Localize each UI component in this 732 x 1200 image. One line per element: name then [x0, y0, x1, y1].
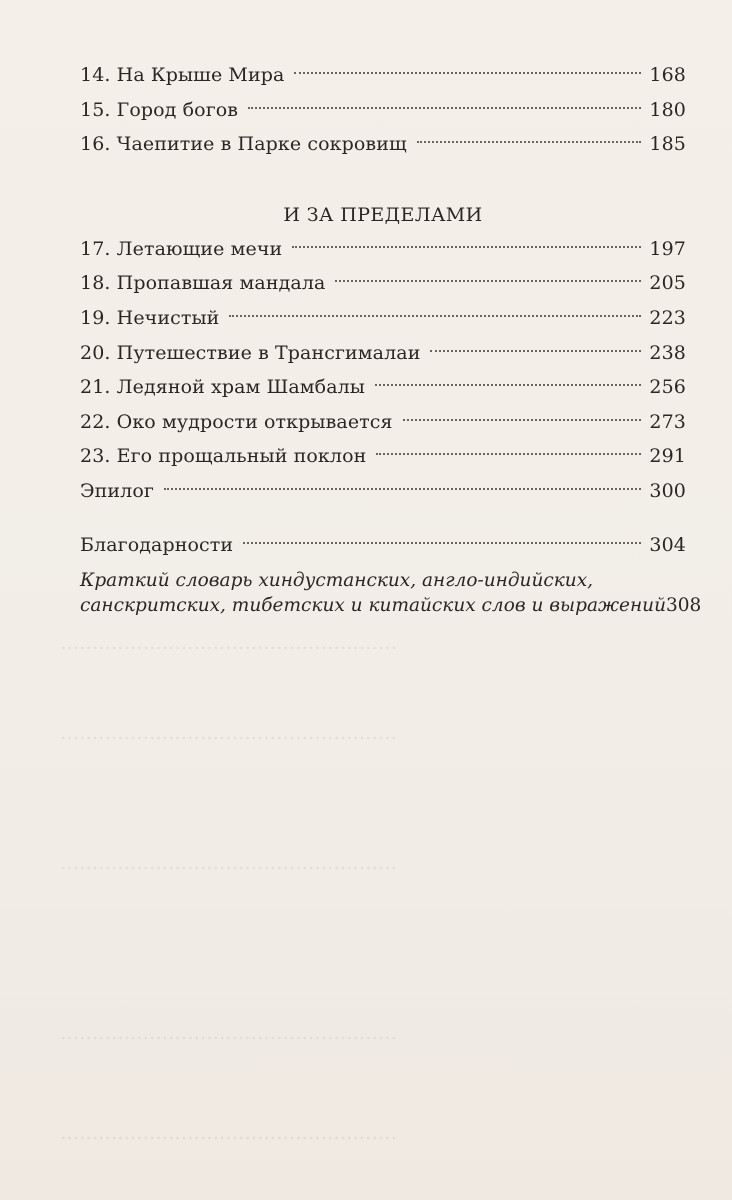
toc-entry-title: 21. Ледяной храм Шамбалы: [80, 376, 366, 399]
toc-entry-page: 273: [649, 410, 686, 433]
toc-entry: [80, 266, 686, 301]
toc-part-1: [80, 58, 686, 162]
dot-leader: [294, 72, 641, 74]
glossary-title-line-1: Краткий словарь хиндустанских, англо-индийских,: [80, 570, 594, 592]
toc-entry-page: 238: [649, 341, 686, 364]
spacer: [80, 509, 686, 528]
toc-entry: [80, 58, 686, 93]
toc-entry: [80, 370, 686, 405]
dot-leader: [403, 419, 642, 421]
section-heading: И ЗА ПРЕДЕЛАМИ: [283, 203, 483, 226]
toc-entry-page: 300: [649, 479, 686, 502]
bleed-through-decoration: .....................................................: [60, 850, 397, 874]
toc-entry: [80, 127, 686, 162]
toc-entry-title: 16. Чаепитие в Парке сокровищ: [80, 133, 407, 156]
dot-leader: [248, 107, 641, 109]
table-of-contents: [80, 58, 702, 618]
toc-entry: [80, 93, 686, 128]
bleed-through-decoration: .....................................................: [60, 630, 397, 654]
toc-entry-page: 185: [649, 133, 686, 156]
toc-entry-title: 19. Нечистый: [80, 306, 220, 329]
toc-entry: [80, 336, 686, 371]
toc-entry-page: 197: [649, 237, 686, 260]
toc-entry: [80, 405, 686, 440]
dot-leader: [376, 453, 641, 455]
toc-entry-page: 304: [649, 533, 686, 556]
toc-entry-title: 18. Пропавшая мандала: [80, 272, 326, 295]
toc-entry: [80, 232, 686, 267]
toc-entry-title: 23. Его прощальный поклон: [80, 445, 367, 468]
toc-entry-page: 256: [649, 376, 686, 399]
toc-entry-page: 205: [649, 272, 686, 295]
glossary-title-line-2-row: [80, 593, 702, 618]
toc-entry: [80, 301, 686, 336]
dot-leader: [164, 488, 641, 490]
dot-leader: [243, 542, 641, 544]
dot-leader: [417, 141, 642, 143]
toc-entry-title: 15. Город богов: [80, 98, 239, 121]
bleed-through-decoration: .....................................................: [60, 1120, 397, 1144]
toc-entry-page: 291: [649, 445, 686, 468]
toc-entry-title: 17. Летающие мечи: [80, 237, 283, 260]
toc-entry: [80, 439, 686, 474]
toc-entry-title: Благодарности: [80, 533, 234, 556]
dot-leader: [430, 350, 641, 352]
dot-leader: [375, 384, 641, 386]
dot-leader: [292, 246, 641, 248]
dot-leader: [229, 315, 641, 317]
toc-entry-glossary: [80, 568, 702, 618]
toc-entry-title: 20. Путешествие в Трансгималаи: [80, 341, 421, 364]
toc-entry: [80, 474, 686, 509]
toc-entry-title: 14. На Крыше Мира: [80, 64, 285, 86]
toc-entry-acknowledgements: [80, 528, 686, 563]
toc-entry-page: 308: [665, 595, 702, 617]
toc-entry-title: Эпилог: [80, 479, 154, 502]
bleed-through-decoration: .....................................................: [60, 720, 397, 744]
glossary-title-line-2: санскритских, тибетских и китайских слов и выражений: [80, 595, 666, 617]
dot-leader: [335, 280, 641, 282]
toc-entry-page: 180: [649, 98, 686, 121]
toc-part-2: [80, 232, 686, 509]
toc-entry-page: 223: [649, 306, 686, 329]
toc-entry-page: 168: [649, 64, 686, 86]
bleed-through-decoration: .....................................................: [60, 1020, 397, 1044]
toc-entry-title: 22. Око мудрости открывается: [80, 410, 393, 433]
